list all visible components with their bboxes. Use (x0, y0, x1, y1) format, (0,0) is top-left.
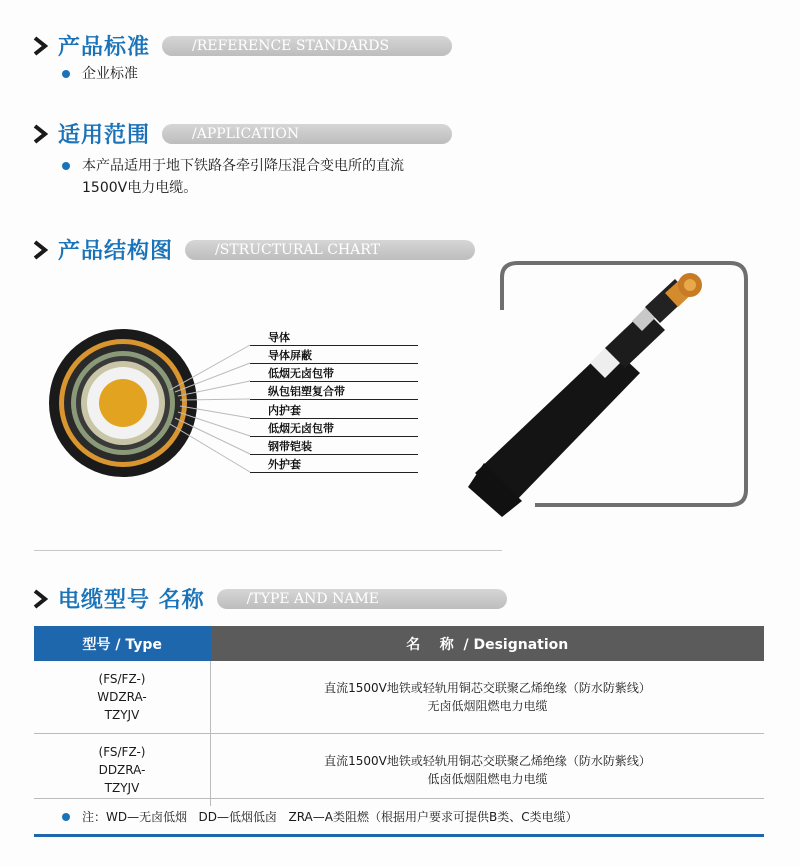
layer-label: 低烟无卤包带 (268, 422, 334, 435)
bottom-rule (34, 834, 764, 837)
section-title: 产品标准 (58, 35, 151, 60)
header-type: 型号 / Type (34, 626, 211, 661)
designation-text: 低卤低烟阻燃电力电缆 (427, 772, 548, 786)
section-standards-header (30, 30, 452, 61)
divider (34, 798, 764, 799)
section-application-header (30, 118, 452, 149)
layer-label: 导体屏蔽 (268, 349, 312, 362)
leader-line (250, 345, 418, 346)
layer-label: 钢带铠装 (268, 440, 312, 453)
type-text: TZYJV (104, 781, 140, 795)
section-title: 适用范围 (58, 123, 151, 148)
application-text (82, 155, 404, 199)
designation-text: 直流1500V地铁或轻轨用铜芯交联聚乙烯绝缘（防水防紫线） (324, 754, 651, 768)
table-header-row (34, 626, 764, 661)
leader-line (250, 436, 418, 437)
type-text: WDZRA- (97, 690, 147, 704)
list-item (62, 155, 404, 199)
layer-label: 纵包铝塑复合带 (268, 385, 345, 398)
leader-lines (170, 330, 260, 480)
section-structure-header (30, 234, 475, 265)
type-cell (34, 661, 211, 734)
divider (34, 550, 502, 551)
leader-line (250, 472, 418, 473)
section-subtitle: /APPLICATION (162, 124, 452, 144)
leader-line (250, 399, 418, 400)
bullet-dot-icon (62, 813, 70, 821)
table-row (34, 661, 764, 734)
chevron-right-icon (30, 238, 52, 262)
type-text: TZYJV (104, 708, 140, 722)
section-type-header (30, 583, 507, 614)
section-subtitle: /REFERENCE STANDARDS (162, 36, 452, 56)
type-text: (FS/FZ-) (98, 672, 146, 686)
list-item (62, 63, 138, 85)
header-designation: 名 称 / Designation (211, 626, 765, 661)
note-line (62, 806, 578, 828)
leader-line (250, 454, 418, 455)
designation-cell (211, 661, 765, 734)
table-row (34, 734, 764, 807)
type-text: DDZRA- (98, 763, 146, 777)
layer-label: 导体 (268, 331, 290, 344)
designation-text: 直流1500V地铁或轻轨用铜芯交联聚乙烯绝缘（防水防紫线） (324, 681, 651, 695)
chevron-right-icon (30, 122, 52, 146)
bullet-dot-icon (62, 70, 70, 78)
chevron-right-icon (30, 587, 52, 611)
application-line-1: 本产品适用于地下铁路各牵引降压混合变电所的直流 (82, 158, 404, 174)
section-title: 电缆型号 名称 (58, 588, 205, 613)
type-cell (34, 734, 211, 807)
section-subtitle: /STRUCTURAL CHART (185, 240, 475, 260)
layer-label: 外护套 (268, 458, 301, 471)
layer-label: 低烟无卤包带 (268, 367, 334, 380)
leader-line (250, 363, 418, 364)
leader-line (250, 381, 418, 382)
designation-cell (211, 734, 765, 807)
leader-line (250, 418, 418, 419)
section-title: 产品结构图 (58, 239, 174, 264)
note-text: 注：WD—无卤低烟 DD—低烟低卤 ZRA—A类阻燃（根据用户要求可提供B类、C类电缆） (82, 810, 578, 824)
layer-label: 内护套 (268, 404, 301, 417)
type-text: (FS/FZ-) (98, 745, 146, 759)
cable-photo-image (440, 255, 760, 525)
type-name-table (34, 626, 764, 806)
section-subtitle: /TYPE AND NAME (217, 589, 507, 609)
application-line-2: 1500V电力电缆。 (82, 180, 198, 196)
chevron-right-icon (30, 34, 52, 58)
bullet-dot-icon (62, 162, 70, 170)
designation-text: 无卤低烟阻燃电力电缆 (427, 699, 548, 713)
standard-text: 企业标准 (82, 66, 138, 82)
